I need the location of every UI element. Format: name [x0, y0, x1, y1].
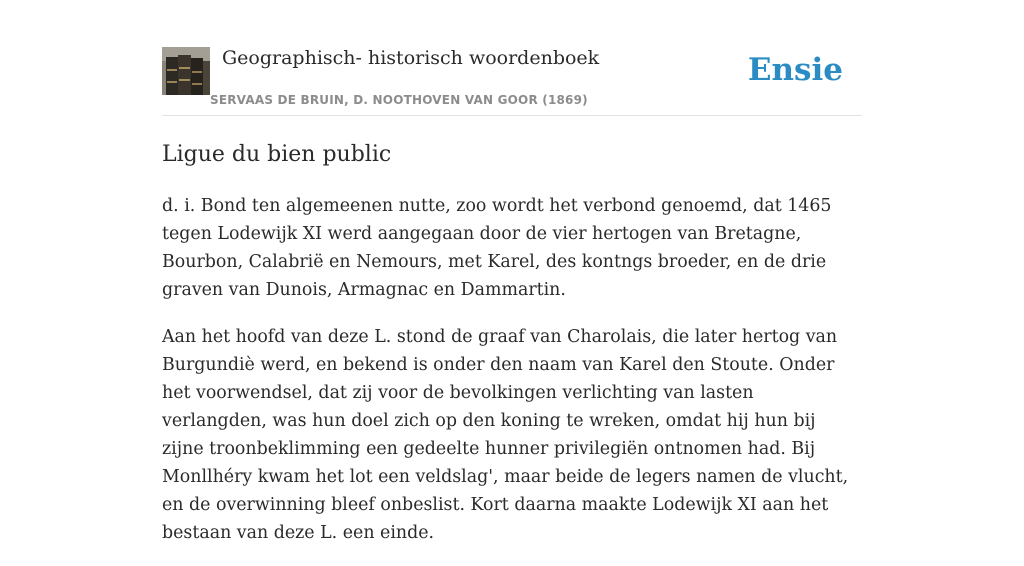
book-spines-image — [162, 47, 210, 95]
book-title[interactable]: Geographisch- historisch woordenboek — [222, 47, 600, 69]
entry-paragraph: Aan het hoofd van deze L. stond de graaf van Charolais, die later hertog van Burgundiè werd, en bekend is onder den naam van Karel den Stoute. Onder het voorwendsel, dat zij voor de bevolkingen verlichting van lasten verlangden, was hun doel zich op den koning te wreken, omdat hij hun bij zijne troonbeklimming een gedeelte hunner privilegiën ontnomen had. Bij Monllhéry kwam het lot een veldslag', maar beide de legers namen de vlucht, en de overwinning bleef onbeslist. Kort daarna maakte Lodewijk XI aan het bestaan van deze L. een einde. — [162, 327, 849, 543]
book-cover-avatar[interactable] — [162, 47, 210, 95]
ensie-logo-link[interactable]: Ensie — [747, 52, 843, 88]
book-author-year: SERVAAS DE BRUIN, D. NOOTHOVEN VAN GOOR (1869) — [210, 93, 588, 107]
book-header — [162, 46, 862, 116]
entry-paragraph: d. i. Bond ten algemeenen nutte, zoo wordt het verbond genoemd, dat 1465 tegen Lodewijk XI werd aangegaan door de vier hertogen van Bretagne, Bourbon, Calabrië en Nemours, met Karel, des kontngs broeder, en de drie graven van Dunois, Armagnac en Dammartin. — [162, 196, 832, 300]
entry-body — [162, 192, 862, 566]
entry-title: Ligue du bien public — [162, 142, 392, 167]
